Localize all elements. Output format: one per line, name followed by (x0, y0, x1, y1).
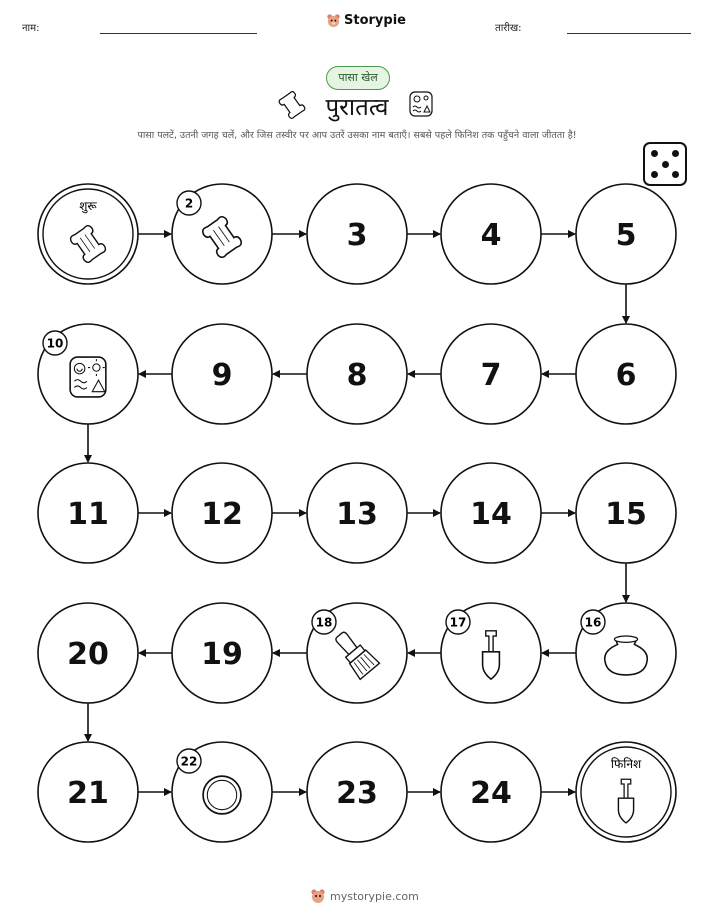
svg-text:18: 18 (315, 615, 333, 630)
space-number-tag (177, 749, 201, 773)
space-number: 3 (346, 218, 368, 253)
space-number: 13 (336, 497, 378, 532)
space-number: 7 (480, 358, 502, 393)
space-number: 8 (346, 358, 368, 393)
svg-text:22: 22 (180, 754, 198, 769)
space-number-tag (43, 331, 67, 355)
board-space-2 (172, 184, 272, 284)
stone-tablet-icon (70, 357, 106, 397)
space-number: 6 (615, 358, 637, 393)
space-number: 11 (67, 497, 109, 532)
space-number: 4 (480, 218, 502, 253)
board-space-4 (441, 184, 541, 284)
board-space-15 (576, 463, 676, 563)
svg-text:10: 10 (46, 336, 64, 351)
footer (310, 888, 419, 904)
svg-text:17: 17 (449, 615, 467, 630)
space-number-tag (581, 610, 605, 634)
coin-icon (203, 776, 241, 814)
footer-site: mystorypie.com (330, 889, 419, 903)
board-space-24 (441, 742, 541, 842)
board-space-17 (441, 603, 541, 703)
board-space-14 (441, 463, 541, 563)
game-type-badge: पासा खेल (326, 66, 390, 90)
space-number: 12 (201, 497, 243, 532)
page-title: पुरातत्व (325, 93, 389, 121)
board-space-16 (576, 603, 676, 703)
board-space-3 (307, 184, 407, 284)
space-number: 24 (470, 776, 512, 811)
board-space-21 (38, 742, 138, 842)
finish-label: फिनिश (610, 757, 642, 771)
board-space-18 (307, 603, 407, 703)
space-number: 19 (201, 637, 243, 672)
space-number: 14 (470, 497, 512, 532)
start-label: शुरू (79, 199, 97, 213)
board-space-6 (576, 324, 676, 424)
instructions: पासा पलटें, उतनी जगह चलें, और जिस तस्वीर पर आप उतरें उसका नाम बताएँ। सबसे पहले फिनिश तक पहुँचने वाला जीतता है! (137, 130, 577, 141)
board-space-10 (38, 324, 138, 424)
space-number: 23 (336, 776, 378, 811)
date-label: तारीख: (495, 23, 522, 34)
svg-text:16: 16 (584, 615, 602, 630)
space-number-tag (446, 610, 470, 634)
space-number: 9 (211, 358, 233, 393)
board-space-11 (38, 463, 138, 563)
space-number: 20 (67, 637, 109, 672)
space-number: 21 (67, 776, 109, 811)
space-number: 5 (615, 218, 637, 253)
finish-space (576, 742, 676, 842)
svg-text:2: 2 (184, 196, 194, 211)
board-space-13 (307, 463, 407, 563)
board-space-9 (172, 324, 272, 424)
board-space-12 (172, 463, 272, 563)
board-space-23 (307, 742, 407, 842)
brand-name: Storypie (344, 13, 406, 28)
start-space (38, 184, 138, 284)
board-space-5 (576, 184, 676, 284)
board-space-22 (172, 742, 272, 842)
space-number-tag (177, 191, 201, 215)
board-space-8 (307, 324, 407, 424)
board-space-20 (38, 603, 138, 703)
space-number-tag (312, 610, 336, 634)
board-space-7 (441, 324, 541, 424)
name-label: नाम: (22, 23, 40, 34)
mascot-icon (310, 888, 326, 904)
space-number: 15 (605, 497, 647, 532)
board-space-19 (172, 603, 272, 703)
